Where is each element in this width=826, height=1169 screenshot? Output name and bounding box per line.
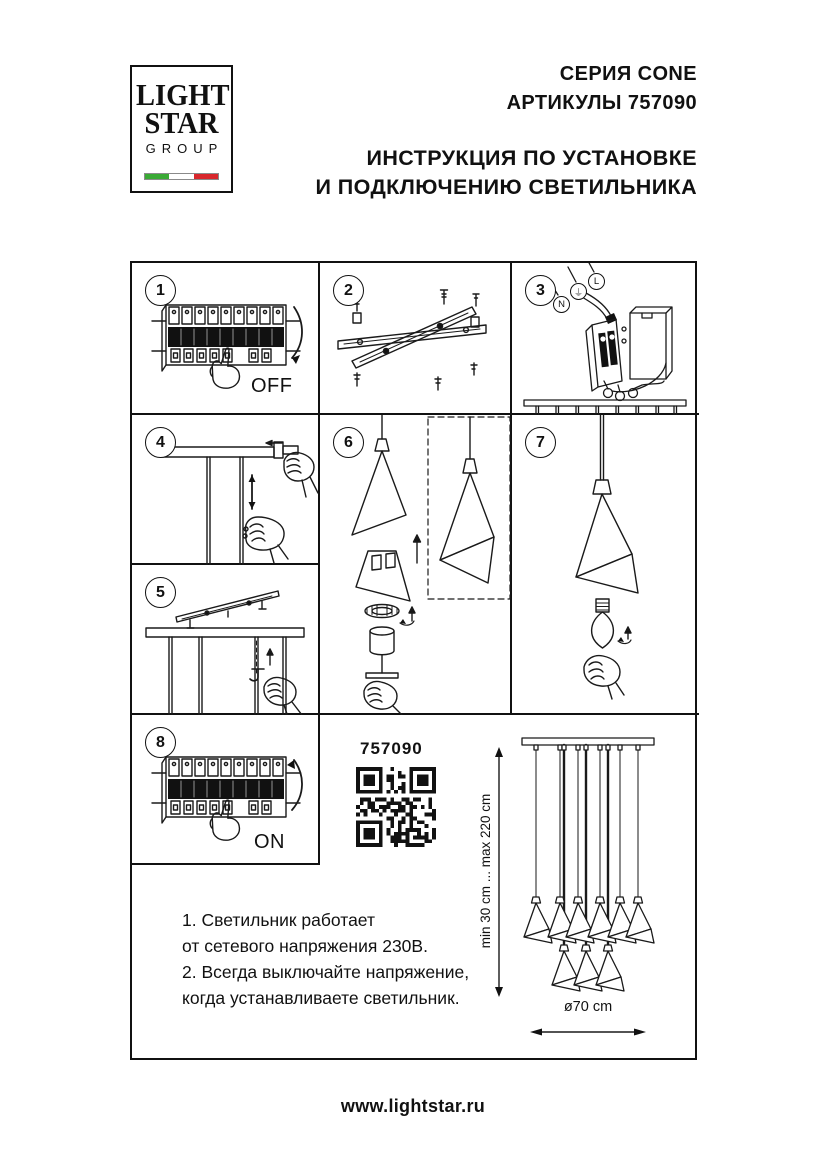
step-number-8: 8 [145, 727, 176, 758]
flag-white [169, 174, 193, 179]
step-number-2: 2 [333, 275, 364, 306]
upper-hand-icon [284, 452, 318, 497]
height-range-label: min 30 cm ... max 220 cm [478, 793, 493, 949]
qr-code-svg [356, 767, 436, 847]
step-cell-7 [512, 415, 699, 715]
lower-hand-icon [243, 517, 288, 563]
logo-light: LIGHT [135, 77, 230, 112]
off-label: OFF [251, 375, 293, 397]
assembled-shade-inset [428, 417, 510, 599]
article-number: 757090 [360, 739, 423, 758]
bulb-hand-icon [584, 656, 624, 699]
step-cell-3 [512, 263, 699, 415]
pointing-hand-icon [207, 345, 246, 391]
step-number-1: 1 [145, 275, 176, 306]
diameter-dimension-arrow [530, 1029, 646, 1036]
step-cell-5 [132, 565, 320, 715]
pointing-hand-icon [207, 797, 246, 843]
header-text [316, 60, 697, 202]
note-line-4: когда устанавливаете светильник. [182, 988, 460, 1008]
step-cell-4 [132, 415, 320, 565]
note-line-3: 2. Всегда выключайте напряжение, [182, 962, 470, 982]
step-number-4: 4 [145, 427, 176, 458]
step-number-6: 6 [333, 427, 364, 458]
logo-group: GROUP [145, 141, 224, 156]
flag-green [145, 174, 169, 179]
earth-wire-label: ⏚ [570, 283, 587, 300]
doc-title-line2: И ПОДКЛЮЧЕНИЮ СВЕТИЛЬНИКА [315, 175, 697, 199]
italian-flag-bar [144, 173, 219, 180]
step-cell-1 [132, 263, 320, 415]
line-wire-label: L [588, 273, 605, 290]
website-url: www.lightstar.ru [340, 1096, 486, 1116]
step-number-5: 5 [145, 577, 176, 608]
shade-assembly-drawing [320, 415, 512, 715]
series-title: СЕРИЯ CONE [559, 63, 697, 85]
diameter-label: ø70 cm [563, 999, 613, 1015]
instruction-grid [130, 261, 697, 1060]
note-line-2: от сетевого напряжения 230В. [182, 936, 428, 956]
bulb-install-drawing [512, 415, 699, 715]
logo-star: STAR [144, 105, 219, 140]
doc-title-line1: ИНСТРУКЦИЯ ПО УСТАНОВКЕ [366, 146, 697, 170]
lightstar-logo [130, 65, 233, 193]
step-cell-8 [132, 715, 320, 865]
article-title: АРТИКУЛЫ 757090 [506, 92, 697, 114]
socket-hand-icon [364, 681, 402, 715]
on-label: ON [254, 831, 285, 853]
step-cell-2 [320, 263, 512, 415]
neutral-wire-label: N [553, 296, 570, 313]
height-dimension-arrow [495, 747, 503, 997]
step-number-3: 3 [525, 275, 556, 306]
safety-notes [182, 907, 502, 1011]
step-cell-6 [320, 415, 512, 715]
step-number-7: 7 [525, 427, 556, 458]
note-line-1: 1. Светильник работает [182, 910, 375, 930]
flag-red [194, 174, 218, 179]
